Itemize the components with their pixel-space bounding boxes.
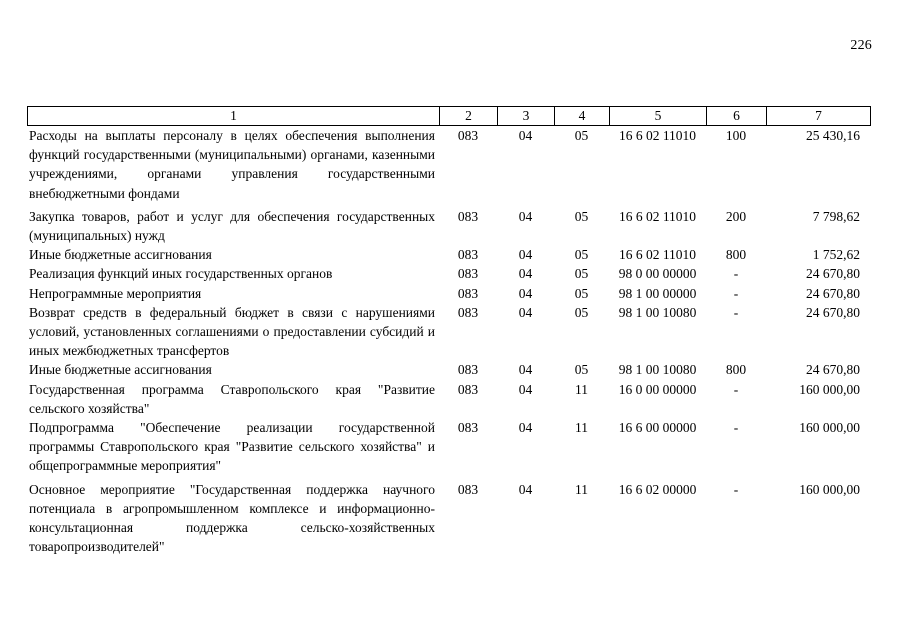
row-code-expense-type: 200	[725, 208, 747, 224]
row-name: Закупка товаров, работ и услуг для обеспечения государственных (муниципальных) нужд	[29, 208, 435, 244]
row-code-section: 04	[518, 420, 533, 436]
row-code-expense-type: -	[733, 266, 739, 282]
row-code-ministry: 083	[457, 381, 479, 397]
row-code-expense-type: -	[733, 304, 739, 320]
column-header-6: 6	[707, 107, 767, 126]
row-code-subsection: 05	[574, 362, 589, 378]
row-code-ministry: 083	[457, 247, 479, 263]
row-amount: 1 752,62	[812, 247, 860, 263]
row-code-section: 04	[518, 362, 533, 378]
page-number: 226	[850, 38, 872, 53]
row-code-ministry: 083	[457, 304, 479, 320]
row-code-ministry: 083	[457, 128, 479, 143]
row-amount: 160 000,00	[799, 420, 860, 436]
row-code-section: 04	[518, 304, 533, 320]
row-code-target: 16 6 02 11010	[618, 247, 697, 263]
table-row	[27, 284, 870, 303]
column-number-row	[28, 107, 871, 126]
row-code-target: 98 1 00 00000	[618, 285, 697, 301]
row-code-target: 16 0 00 00000	[618, 381, 697, 397]
table-row	[27, 360, 870, 379]
row-name: Государственная программа Ставропольского края "Развитие сельского хозяйства"	[29, 381, 435, 416]
row-amount: 24 670,80	[806, 285, 860, 301]
row-code-section: 04	[518, 247, 533, 263]
row-code-target: 16 6 02 11010	[618, 128, 697, 143]
row-code-expense-type: 800	[725, 247, 747, 263]
column-header-4: 4	[555, 107, 610, 126]
row-name: Иные бюджетные ассигнования	[29, 247, 212, 263]
row-code-ministry: 083	[457, 481, 479, 497]
table-row	[27, 380, 870, 418]
row-code-subsection: 11	[575, 420, 588, 436]
row-code-expense-type: -	[733, 285, 739, 301]
row-code-ministry: 083	[457, 362, 479, 378]
row-name: Непрограммные мероприятия	[29, 285, 202, 301]
table-row	[27, 126, 870, 207]
table-row	[27, 264, 870, 283]
row-amount: 25 430,16	[806, 128, 860, 143]
row-code-section: 04	[518, 208, 533, 224]
table-row	[27, 245, 870, 264]
row-code-target: 16 6 02 11010	[618, 208, 697, 224]
row-name: Возврат средств в федеральный бюджет в связи с нарушениями условий, установленных соглашениями о предоставлении субсидий и иных межбюджетных трансфертов	[29, 304, 435, 359]
row-code-expense-type: 100	[725, 128, 747, 143]
row-code-ministry: 083	[457, 285, 479, 301]
row-amount: 24 670,80	[806, 304, 860, 320]
row-code-section: 04	[518, 128, 533, 143]
table-row	[27, 480, 870, 557]
row-code-subsection: 05	[574, 208, 589, 224]
row-code-target: 98 0 00 00000	[618, 266, 697, 282]
row-code-subsection: 05	[574, 285, 589, 301]
row-code-expense-type: 800	[725, 362, 747, 378]
table-row	[27, 303, 870, 361]
row-amount: 24 670,80	[806, 362, 860, 378]
row-amount: 7 798,62	[812, 208, 860, 224]
row-code-subsection: 05	[574, 247, 589, 263]
column-header-5: 5	[610, 107, 707, 126]
row-code-expense-type: -	[733, 381, 739, 397]
row-amount: 160 000,00	[799, 481, 860, 497]
row-code-target: 16 6 00 00000	[618, 420, 697, 436]
row-code-section: 04	[518, 285, 533, 301]
column-header-7: 7	[767, 107, 871, 126]
table-header	[27, 106, 871, 126]
row-code-subsection: 05	[574, 266, 589, 282]
row-code-target: 16 6 02 00000	[618, 481, 697, 497]
column-header-2: 2	[440, 107, 498, 126]
row-name: Реализация функций иных государственных органов	[29, 266, 333, 282]
row-code-section: 04	[518, 381, 533, 397]
row-name: Иные бюджетные ассигнования	[29, 362, 212, 378]
row-code-expense-type: -	[733, 481, 739, 497]
column-header-3: 3	[498, 107, 555, 126]
column-header-1: 1	[28, 107, 440, 126]
row-code-subsection: 11	[575, 381, 588, 397]
row-code-ministry: 083	[457, 208, 479, 224]
row-name: Расходы на выплаты персоналу в целях обеспечения выполнения функций государственными (муниципальными) органами, казенными учреждениями, органами управления государственными внебюджетными фондами	[29, 128, 435, 201]
row-code-ministry: 083	[457, 420, 479, 436]
row-code-section: 04	[518, 481, 533, 497]
row-code-ministry: 083	[457, 266, 479, 282]
row-code-target: 98 1 00 10080	[618, 304, 697, 320]
row-amount: 160 000,00	[799, 381, 860, 397]
row-name: Основное мероприятие "Государственная поддержка научного потенциала в агропромышленном комплексе и информационно-консультационная поддержка сельско-хозяйственных товаропроизводителей"	[29, 481, 435, 555]
row-code-expense-type: -	[733, 420, 739, 436]
row-code-subsection: 11	[575, 481, 588, 497]
row-code-subsection: 05	[574, 304, 589, 320]
budget-table	[27, 126, 870, 556]
row-code-target: 98 1 00 10080	[618, 362, 697, 378]
row-amount: 24 670,80	[806, 266, 860, 282]
table-row	[27, 418, 870, 480]
row-code-section: 04	[518, 266, 533, 282]
row-code-subsection: 05	[574, 128, 589, 143]
table-row	[27, 207, 870, 245]
row-name: Подпрограмма "Обеспечение реализации государственной программы Ставропольского края "Развитие сельского хозяйства" и общепрограммные мероприятия"	[29, 420, 435, 474]
